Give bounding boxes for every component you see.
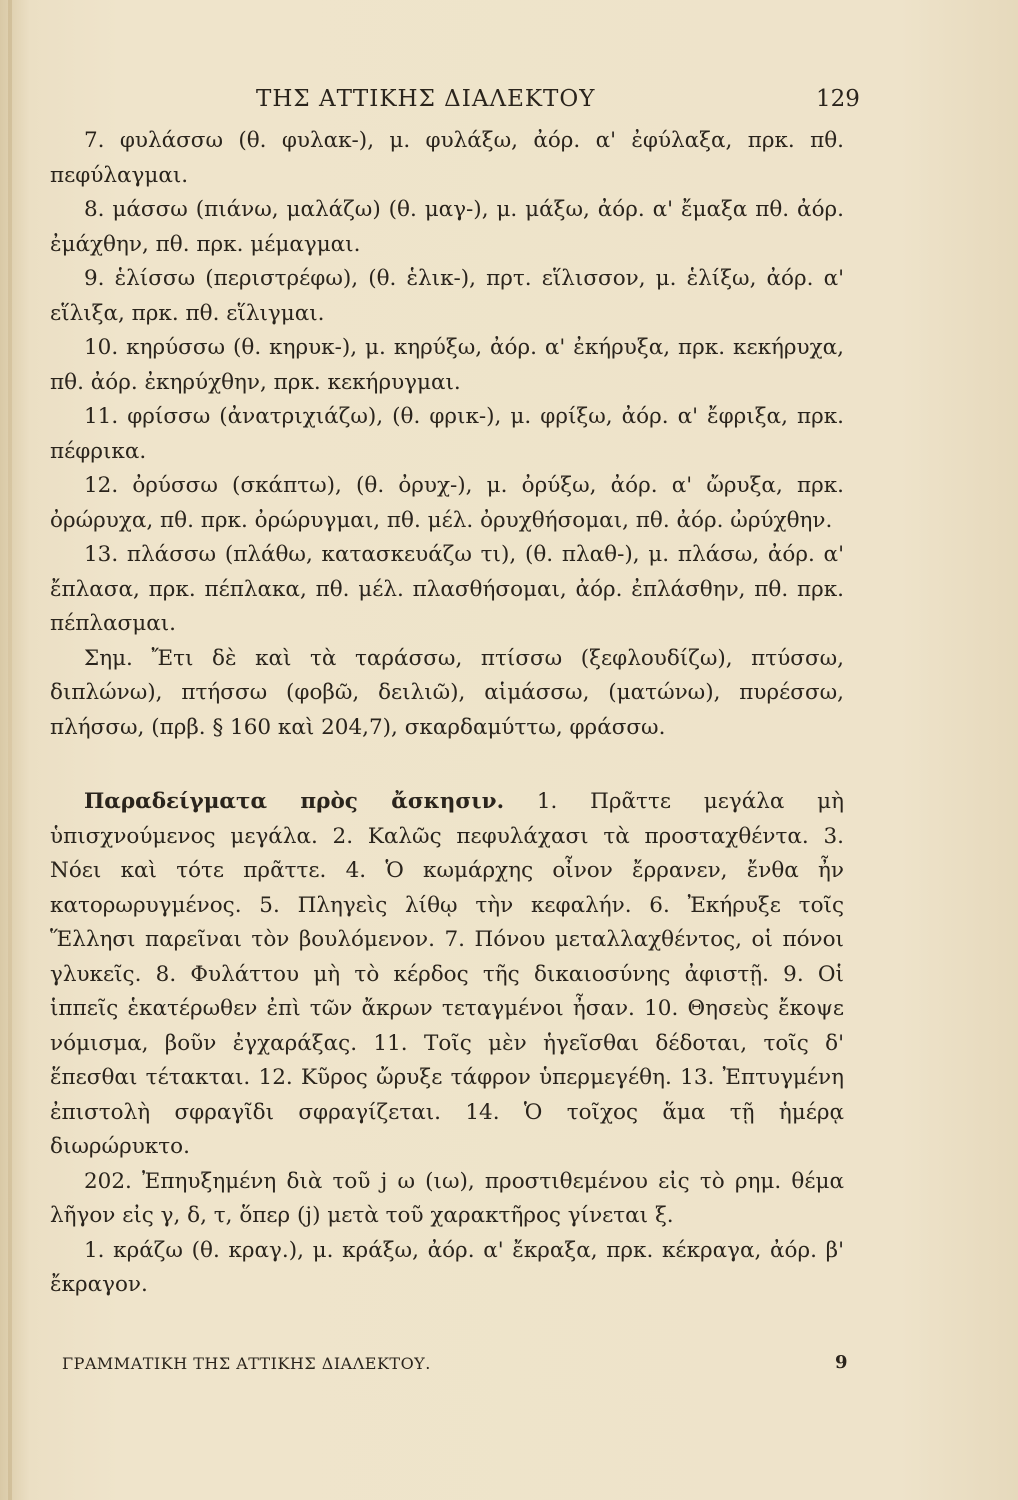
paragraph-verb-7: 7. φυλάσσω (θ. φυλακ-), μ. φυλάξω, ἀόρ. α' ἐφύλαξα, πρκ. πθ. πεφύλαγμαι. bbox=[50, 128, 844, 188]
page-edge bbox=[8, 0, 12, 1500]
page-header bbox=[50, 86, 860, 118]
paragraph-verb-13: 13. πλάσσω (πλάθω, κατασκευάζω τι), (θ. πλαθ-), μ. πλάσω, ἀόρ. α' ἔπλασα, πρκ. πέπλακα, πθ. μέλ. πλασθήσομαι, ἀόρ. ἐπλάσθην, πθ. πρκ. πέπλασμαι. bbox=[50, 542, 844, 636]
section-gap bbox=[50, 745, 844, 785]
footer-title: ΓΡΑΜΜΑΤΙΚΗ ΤΗΣ ΑΤΤΙΚΗΣ ΔΙΑΛΕΚΤΟΥ. bbox=[62, 1354, 431, 1373]
exercises-paragraph bbox=[50, 785, 844, 1165]
page-footer bbox=[62, 1354, 848, 1382]
section-202: 202. Ἐπηυξημένη διὰ τοῦ j ω (ιω), προστιθεμένου εἰς τὸ ρημ. θέμα λῆγον εἰς γ, δ, τ, ὅπερ (j) μετὰ τοῦ χαρακτῆρος γίνεται ξ. bbox=[50, 1168, 844, 1228]
paragraph-verb-8: 8. μάσσω (πιάνω, μαλάζω) (θ. μαγ-), μ. μάξω, ἀόρ. α' ἔμαξα πθ. ἀόρ. ἐμάχθην, πθ. πρκ. μέμαγμαι. bbox=[50, 197, 844, 257]
paragraph-verb-11: 11. φρίσσω (ἀνατριχιάζω), (θ. φρικ-), μ. φρίξω, ἀόρ. α' ἔφριξα, πρκ. πέφρικα. bbox=[50, 404, 844, 464]
page-body bbox=[50, 124, 844, 1303]
signature-mark: 9 bbox=[834, 1352, 848, 1373]
paragraph-note: Σημ. Ἔτι δὲ καὶ τὰ ταράσσω, πτίσσω (ξεφλουδίζω), πτύσσω, διπλώνω), πτήσσω (φοβῶ, δειλιῶ), αἱμάσσω, (ματώνω), πυρέσσω, πλήσσω, (πρβ. § 160 καὶ 204,7), σκαρδαμύττω, φράσσω. bbox=[50, 645, 844, 740]
paragraph-krazo: 1. κράζω (θ. κραγ.), μ. κράξω, ἀόρ. α' ἔκραξα, πρκ. κέκραγα, ἀόρ. β' ἔκραγον. bbox=[50, 1237, 844, 1297]
exercises-text: 1. Πρᾶττε μεγάλα μὴ ὑπισχνούμενος μεγάλα. 2. Καλῶς πεφυλάχασι τὰ προσταχθέντα. 3. Νόει καὶ τότε πρᾶττε. 4. Ὁ κωμάρχης οἶνον ἔρρανεν, ἔνθα ἦν κατορωρυγμένος. 5. Πληγεὶς λίθῳ τὴν κεφαλήν. 6. Ἐκήρυξε τοῖς Ἕλλησι παρεῖναι τὸν βουλόμενον. 7. Πόνου μεταλλαχθέντος, οἱ πόνοι γλυκεῖς. 8. Φυλάττου μὴ τὸ κέρδος τῆς δικαιοσύνης ἀφιστῇ. 9. Οἱ ἱππεῖς ἑκατέρωθεν ἐπὶ τῶν ἄκρων τεταγμένοι ἦσαν. 10. Θησεὺς ἔκοψε νόμισμα, βοῦν ἐγχαράξας. 11. Τοῖς μὲν ἡγεῖσθαι δέδοται, τοῖς δ' ἕπεσθαι τέτακται. 12. Κῦρος ὤρυξε τάφρον ὑπερμεγέθη. 13. Ἐπτυγμένη ἐπιστολὴ σφραγῖδι σφραγίζεται. 14. Ὁ τοῖχος ἅμα τῇ ἡμέρᾳ διωρώρυκτο. bbox=[50, 789, 844, 1159]
paragraph-verb-10: 10. κηρύσσω (θ. κηρυκ-), μ. κηρύξω, ἀόρ. α' ἐκήρυξα, πρκ. κεκήρυχα, πθ. ἀόρ. ἐκηρύχθην, πρκ. κεκήρυγμαι. bbox=[50, 335, 844, 395]
running-title: ΤΗΣ ΑΤΤΙΚΗΣ ΔΙΑΛΕΚΤΟΥ bbox=[256, 86, 596, 112]
exercises-heading: Παραδείγματα πρὸς ἄσκησιν. bbox=[84, 789, 505, 814]
paragraph-verb-12: 12. ὀρύσσω (σκάπτω), (θ. ὀρυχ-), μ. ὀρύξω, ἀόρ. α' ὤρυξα, πρκ. ὀρώρυχα, πθ. πρκ. ὀρώρυγμαι, πθ. μέλ. ὀρυχθήσομαι, πθ. ἀόρ. ὠρύχθην. bbox=[50, 473, 844, 533]
paragraph-verb-9: 9. ἑλίσσω (περιστρέφω), (θ. ἑλικ-), πρτ. εἵλισσον, μ. ἑλίξω, ἀόρ. α' εἵλιξα, πρκ. πθ. εἵλιγμαι. bbox=[50, 266, 844, 326]
page-number: 129 bbox=[816, 86, 860, 112]
